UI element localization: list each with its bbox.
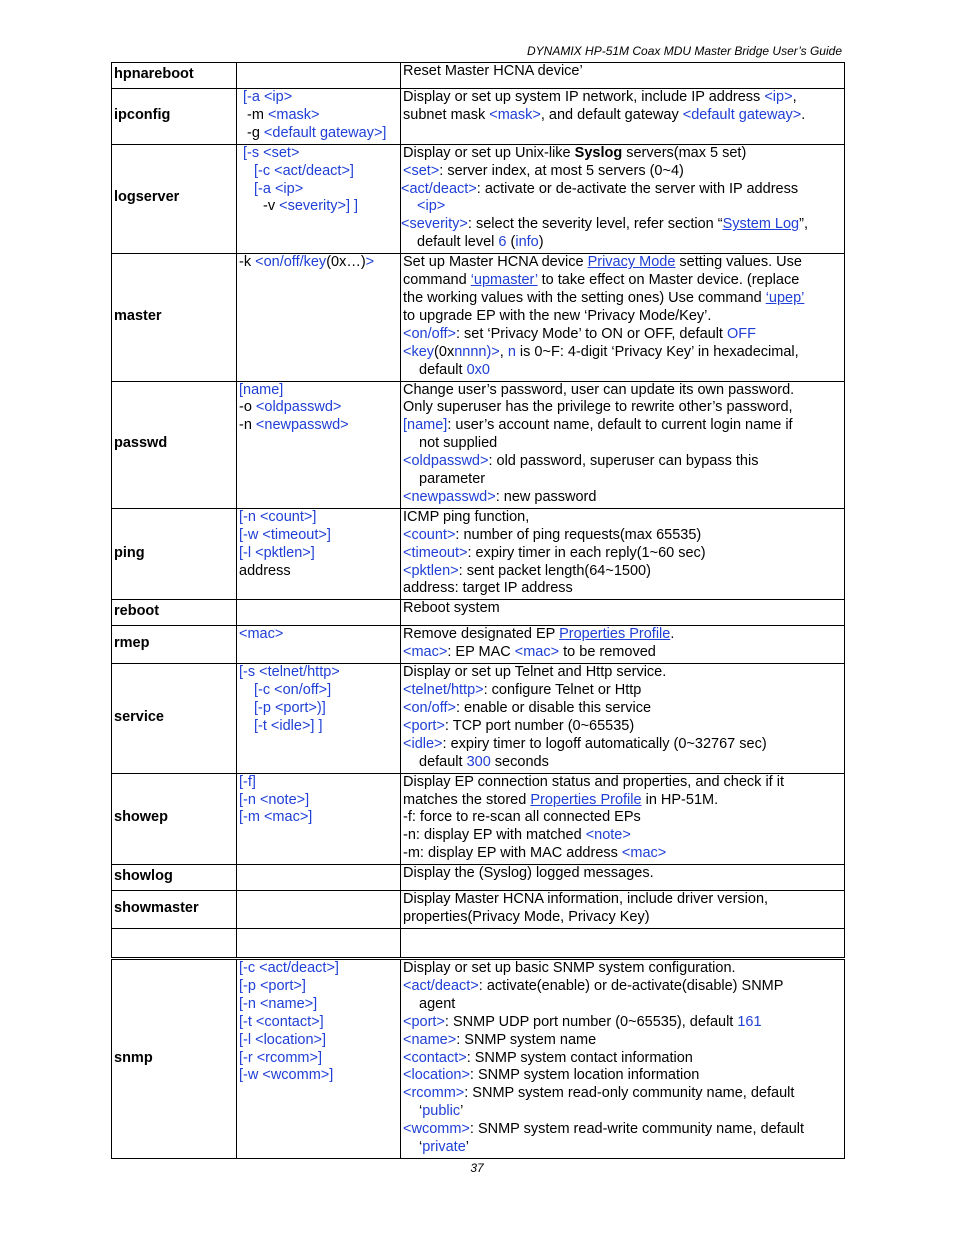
desc-param: nnnn: [454, 343, 487, 360]
syntax-param: <timeout>]: [262, 526, 331, 543]
desc-text: setting values. Use: [675, 254, 802, 271]
desc-text: ,: [792, 89, 797, 105]
desc-param: <contact>: [403, 1049, 467, 1066]
command-name: ipconfig: [112, 89, 237, 145]
command-name: service: [112, 664, 237, 773]
desc-text: is 0~F: 4-digit ‘Privacy Key’ in hexadecimal,: [515, 343, 799, 360]
table-row: [112, 891, 845, 929]
syntax-text: [-p: [254, 700, 275, 716]
desc-param: <mask>: [489, 106, 541, 123]
desc-param: <idle>: [403, 735, 443, 752]
desc-text: the working values with the setting ones) Use command: [403, 289, 766, 306]
desc-text: : SNMP system name: [456, 1031, 597, 1048]
desc-text: : activate or de-activate the server with IP address: [476, 180, 799, 197]
syntax-param: <mac>]: [263, 809, 313, 826]
desc-text: Display EP connection status and properties, and check if it: [403, 773, 784, 790]
command-description: [401, 144, 845, 253]
desc-text: : new password: [495, 488, 597, 505]
syntax-text: [-w: [239, 526, 263, 543]
desc-text: : SNMP system contact information: [466, 1049, 693, 1066]
syntax-text: [-n: [239, 508, 260, 525]
syntax-text: [-t: [254, 717, 271, 734]
syntax-text: -g: [247, 124, 264, 141]
command-syntax: [237, 865, 401, 891]
table-row: [112, 63, 845, 89]
desc-param: <mac>: [621, 845, 667, 862]
desc-text: -f: force to re-scan all connected EPs: [403, 809, 641, 826]
empty-cell: [401, 928, 845, 958]
empty-row: [112, 928, 845, 958]
syntax-param: <wcomm>]: [262, 1067, 334, 1084]
privacy-mode-link[interactable]: Privacy Mode: [587, 254, 676, 271]
syntax-param: <ip>: [263, 89, 293, 105]
desc-param: <on/off>: [403, 325, 456, 342]
command-description: [401, 958, 845, 1158]
footer-divider: [111, 1158, 844, 1159]
desc-text: : SNMP system read-only community name, default: [464, 1085, 795, 1102]
desc-text: Change user’s password, user can update its own password.: [403, 381, 795, 398]
command-description: [401, 891, 845, 929]
desc-text: to upgrade EP with the new ‘Privacy Mode/Key’.: [403, 307, 712, 324]
syntax-param: <severity>] ]: [279, 198, 359, 215]
syntax-text: -v: [263, 198, 280, 215]
desc-text: .: [801, 106, 806, 123]
syntax-param: <count>]: [259, 508, 317, 525]
syntax-text: [-c: [254, 682, 275, 699]
desc-text: Display the (Syslog) logged messages.: [403, 865, 654, 882]
desc-text: ”,: [799, 216, 808, 233]
desc-text: Reboot system: [403, 600, 500, 617]
syntax-text: [-c: [239, 959, 260, 976]
command-syntax: [237, 773, 401, 865]
command-name: logserver: [112, 144, 237, 253]
desc-text: Display or set up Unix-like: [403, 144, 575, 161]
desc-text: command: [403, 272, 471, 289]
command-description: [401, 600, 845, 626]
desc-param: <newpasswd>: [403, 488, 496, 505]
table-row: [112, 381, 845, 508]
syntax-param: <port>: [274, 700, 317, 716]
desc-param: <note>: [585, 827, 631, 844]
desc-param: 161: [737, 1013, 762, 1030]
command-syntax: [237, 381, 401, 508]
desc-text: subnet mask: [403, 106, 490, 123]
desc-param: <port>: [403, 1013, 445, 1030]
command-syntax: [237, 144, 401, 253]
desc-text: : user’s account name, default to current login name if: [447, 417, 793, 434]
syntax-text: address: [239, 562, 291, 579]
command-syntax: [237, 254, 401, 381]
desc-param: <count>: [403, 526, 456, 543]
command-description: [401, 89, 845, 145]
syntax-param: <on/off>]: [274, 682, 332, 699]
desc-text: : SNMP UDP port number (0~65535), default: [444, 1013, 738, 1030]
desc-text: in HP-51M.: [641, 791, 719, 808]
desc-text: .: [670, 626, 675, 643]
desc-text: Set up Master HCNA device: [403, 254, 588, 271]
syntax-text: [-f]: [239, 773, 256, 790]
desc-text: : EP MAC: [447, 644, 515, 661]
desc-text: Display Master HCNA information, include driver version,: [403, 891, 769, 908]
command-name: passwd: [112, 381, 237, 508]
table-row: [112, 958, 845, 1158]
command-name: ping: [112, 508, 237, 600]
syntax-param: <default gateway>]: [263, 124, 387, 141]
desc-param: )>: [486, 343, 500, 360]
desc-text: : set ‘Privacy Mode’ to ON or OFF, default: [455, 325, 727, 342]
desc-param: 0x0: [466, 361, 490, 378]
desc-text: : number of ping requests(max 65535): [455, 526, 702, 543]
desc-text: agent: [419, 995, 456, 1012]
syntax-text: [-m: [239, 809, 264, 826]
empty-cell: [112, 928, 237, 958]
command-description: [401, 865, 845, 891]
syntax-param: <pktlen>]: [255, 544, 315, 561]
command-syntax: [237, 600, 401, 626]
command-description: [401, 254, 845, 381]
desc-text: : TCP port number (0~65535): [444, 717, 635, 734]
desc-param: <name>: [403, 1031, 457, 1048]
syntax-param: <set>: [263, 144, 300, 161]
command-description: [401, 664, 845, 773]
desc-text: : expiry timer to logoff automatically (0~32767 sec): [442, 735, 767, 752]
table-row: [112, 600, 845, 626]
desc-param: <pktlen>: [403, 562, 459, 579]
desc-text: parameter: [419, 471, 486, 488]
desc-param: <on/off>: [403, 700, 456, 716]
table-row: [112, 144, 845, 253]
page-number: 37: [470, 1161, 484, 1175]
desc-text: : expiry timer in each reply(1~60 sec): [467, 544, 706, 561]
syntax-param: >: [365, 254, 375, 271]
syntax-param: <telnet/http>: [259, 664, 340, 681]
command-syntax: [237, 958, 401, 1158]
command-name: reboot: [112, 600, 237, 626]
desc-text: : enable or disable this service: [455, 700, 652, 716]
desc-text: : SNMP system location information: [469, 1067, 700, 1084]
desc-text: ICMP ping function,: [403, 508, 530, 525]
properties-profile-link[interactable]: Properties Profile: [530, 791, 642, 808]
syntax-param: <mac>: [239, 626, 284, 643]
desc-param: <set>: [403, 162, 440, 179]
desc-text: to be removed: [559, 644, 656, 661]
desc-param: [name]: [403, 417, 448, 434]
desc-param: 6: [498, 234, 507, 251]
command-description: [401, 508, 845, 600]
desc-text: : activate(enable) or de-activate(disable) SNMP: [478, 977, 784, 994]
syntax-param: <oldpasswd>: [255, 399, 342, 416]
syntax-text: (0x…): [326, 254, 366, 271]
table-row: [112, 773, 845, 865]
syntax-param: <rcomm>]: [256, 1049, 322, 1066]
page-header: DYNAMIX HP-51M Coax MDU Master Bridge User’s Guide: [527, 44, 842, 58]
desc-text: ’: [460, 1103, 464, 1120]
desc-text: default: [419, 753, 467, 770]
desc-param: n: [507, 343, 516, 360]
syntax-text: [-a: [243, 89, 264, 105]
table-row: [112, 664, 845, 773]
table-row: [112, 89, 845, 145]
table-row: [112, 508, 845, 600]
command-syntax: [237, 508, 401, 600]
desc-text: servers(max 5 set): [622, 144, 747, 161]
desc-text: : SNMP system read-write community name, default: [469, 1121, 805, 1138]
table-row: [112, 865, 845, 891]
syntax-text: [-l: [239, 544, 256, 561]
command-name: rmep: [112, 626, 237, 664]
command-table: [111, 62, 845, 1159]
desc-text: default level: [417, 234, 499, 251]
syntax-text: [-n: [239, 995, 260, 1012]
syntax-text: [-n: [239, 791, 260, 808]
desc-text: : sent packet length(64~1500): [458, 562, 651, 579]
table-row: [112, 254, 845, 381]
syntax-param: <newpasswd>: [255, 417, 349, 434]
command-syntax: [237, 664, 401, 773]
desc-text: ‘: [419, 1139, 423, 1156]
upep-link[interactable]: ‘upep’: [765, 289, 805, 306]
desc-text: to take effect on Master device. (replace: [537, 272, 800, 289]
desc-param: <oldpasswd>: [403, 453, 489, 470]
command-description: [401, 63, 845, 89]
desc-param: <wcomm>: [403, 1121, 470, 1138]
command-syntax: [237, 89, 401, 145]
desc-text: ‘: [419, 1103, 423, 1120]
desc-text: : old password, superuser can bypass this: [488, 453, 759, 470]
syntax-text: [-a: [254, 180, 275, 197]
syntax-text: [-t: [239, 1013, 256, 1030]
desc-text: -m: display EP with MAC address: [403, 845, 622, 862]
command-description: [401, 381, 845, 508]
syntax-text: [-w: [239, 1067, 263, 1084]
desc-param: 300: [466, 753, 491, 770]
command-name: snmp: [112, 958, 237, 1158]
syntax-text: )]: [316, 700, 326, 716]
desc-param: <telnet/http>: [403, 682, 484, 699]
syntax-text: -n: [239, 417, 256, 434]
properties-profile-link[interactable]: Properties Profile: [559, 626, 671, 643]
empty-cell: [237, 928, 401, 958]
desc-text: ): [538, 234, 544, 251]
syntax-param: <act/deact>]: [274, 162, 354, 179]
syntax-text: [-l: [239, 1031, 256, 1048]
desc-param: <location>: [403, 1067, 470, 1084]
desc-text: Display or set up basic SNMP system configuration.: [403, 959, 736, 976]
desc-param: <timeout>: [403, 544, 468, 561]
syntax-param: [name]: [239, 381, 284, 398]
syntax-text: [-p: [239, 977, 260, 994]
syntax-param: <contact>]: [255, 1013, 324, 1030]
syntax-param: <idle>] ]: [270, 717, 323, 734]
syntax-param: <name>]: [259, 995, 318, 1012]
desc-param: <mac>: [403, 644, 448, 661]
syntax-text: [-r: [239, 1049, 257, 1066]
command-name: showep: [112, 773, 237, 865]
desc-text: address: target IP address: [403, 580, 573, 597]
desc-param: <key: [403, 343, 435, 360]
desc-param: <act/deact>: [401, 180, 477, 197]
syntax-text: -o: [239, 399, 256, 416]
desc-param: <default gateway>: [682, 106, 802, 123]
syntax-param: <on/off/key: [255, 254, 327, 271]
command-description: [401, 773, 845, 865]
command-description: [401, 626, 845, 664]
syntax-param: <location>]: [255, 1031, 327, 1048]
syntax-param: <port>]: [259, 977, 306, 994]
desc-param: info: [515, 234, 539, 251]
desc-param: <ip>: [417, 198, 446, 215]
command-name: showlog: [112, 865, 237, 891]
command-syntax: [237, 626, 401, 664]
desc-text: Syslog: [574, 144, 623, 161]
desc-text: not supplied: [419, 435, 498, 452]
desc-param: <mac>: [514, 644, 560, 661]
syntax-text: [-s: [243, 144, 264, 161]
command-name: hpnareboot: [112, 63, 237, 89]
syntax-param: <note>]: [259, 791, 310, 808]
desc-param: OFF: [726, 325, 756, 342]
syntax-param: <mask>: [267, 106, 320, 123]
system-log-link[interactable]: System Log: [722, 216, 800, 233]
desc-param: <act/deact>: [403, 977, 479, 994]
desc-text: -n: display EP with matched: [403, 827, 586, 844]
desc-text: (0x: [434, 343, 455, 360]
desc-text: Display or set up Telnet and Http service.: [403, 664, 667, 681]
syntax-param: <ip>: [274, 180, 304, 197]
desc-text: Display or set up system IP network, include IP address: [403, 89, 765, 105]
desc-param: <rcomm>: [403, 1085, 465, 1102]
desc-text: (: [506, 234, 516, 251]
desc-text: Remove designated EP: [403, 626, 560, 643]
desc-text: Reset Master HCNA device’: [403, 63, 583, 79]
table-row: [112, 626, 845, 664]
desc-text: , and default gateway: [540, 106, 683, 123]
desc-text: Only superuser has the privilege to rewrite other’s password,: [403, 399, 793, 416]
desc-param: private: [422, 1139, 466, 1156]
syntax-text: -k: [239, 254, 256, 271]
command-name: showmaster: [112, 891, 237, 929]
syntax-param: <act/deact>]: [259, 959, 339, 976]
desc-param: <severity>: [401, 216, 468, 233]
desc-text: ,: [499, 343, 508, 360]
command-syntax: [237, 63, 401, 89]
upmaster-link[interactable]: ‘upmaster’: [470, 272, 538, 289]
command-syntax: [237, 891, 401, 929]
desc-text: matches the stored: [403, 791, 531, 808]
syntax-text: -m: [247, 106, 268, 123]
syntax-text: [-c: [254, 162, 275, 179]
desc-text: seconds: [490, 753, 549, 770]
command-name: master: [112, 254, 237, 381]
desc-param: public: [422, 1103, 461, 1120]
desc-text: properties(Privacy Mode, Privacy Key): [403, 909, 650, 926]
desc-text: : configure Telnet or Http: [483, 682, 642, 699]
desc-param: <port>: [403, 717, 445, 734]
desc-text: default: [419, 361, 467, 378]
desc-param: <ip>: [764, 89, 793, 105]
desc-text: : select the severity level, refer section “: [467, 216, 723, 233]
desc-text: : server index, at most 5 servers (0~4): [439, 162, 684, 179]
syntax-text: [-s: [239, 664, 260, 681]
desc-text: ’: [465, 1139, 469, 1156]
